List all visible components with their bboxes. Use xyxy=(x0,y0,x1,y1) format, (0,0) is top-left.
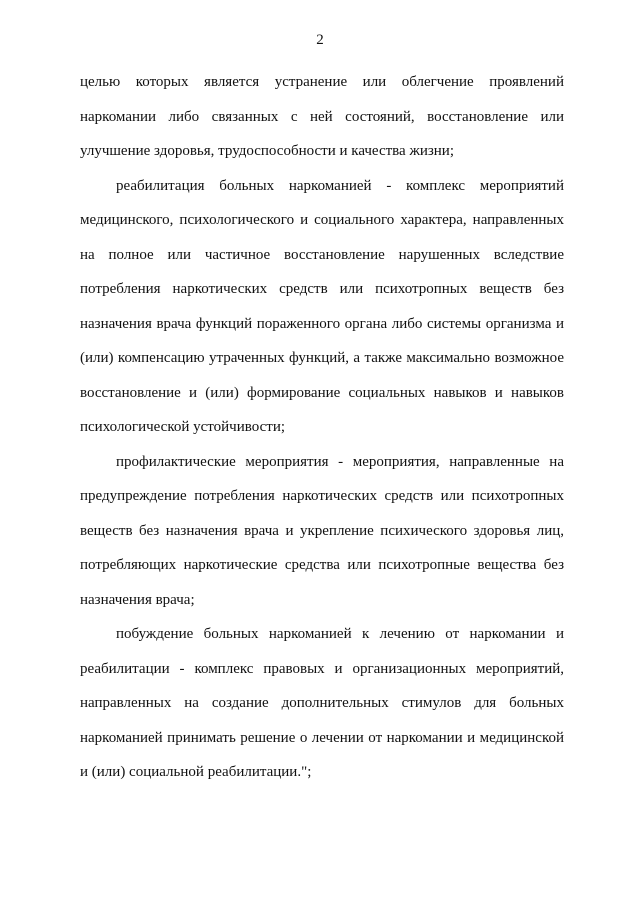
paragraph-rehabilitation-definition: реабилитация больных наркоманией - комплекс мероприятий медицинского, психологического и социального характера, направленных на полное или частичное восстановление нарушенных вследствие потребления наркотических средств или психотропных веществ без назначения врача функций пораженного органа либо системы организма и (или) компенсацию утраченных функций, а также максимально возможное восстановление и (или) формирование социальных навыков и навыков психологической устойчивости; xyxy=(80,177,564,435)
page-number: 2 xyxy=(316,32,324,48)
paragraph-continuation: целью которых является устранение или облегчение проявлений наркомании либо связанных с ней состояний, восстановление или улучшение здоровья, трудоспособности и качества жизни; xyxy=(80,74,564,159)
document-body xyxy=(80,65,564,790)
paragraph-motivation-definition: побуждение больных наркоманией к лечению от наркомании и реабилитации - комплекс правовых и организационных мероприятий, направленных на создание дополнительных стимулов для больных наркоманией принимать решение о лечении от наркомании и медицинской и (или) социальной реабилитации."; xyxy=(80,626,564,780)
paragraph-preventive-measures-definition: профилактические мероприятия - мероприятия, направленные на предупреждение потребления наркотических средств или психотропных веществ без назначения врача и укрепление психического здоровья лиц, потребляющих наркотические средства или психотропные вещества без назначения врача; xyxy=(80,453,564,608)
